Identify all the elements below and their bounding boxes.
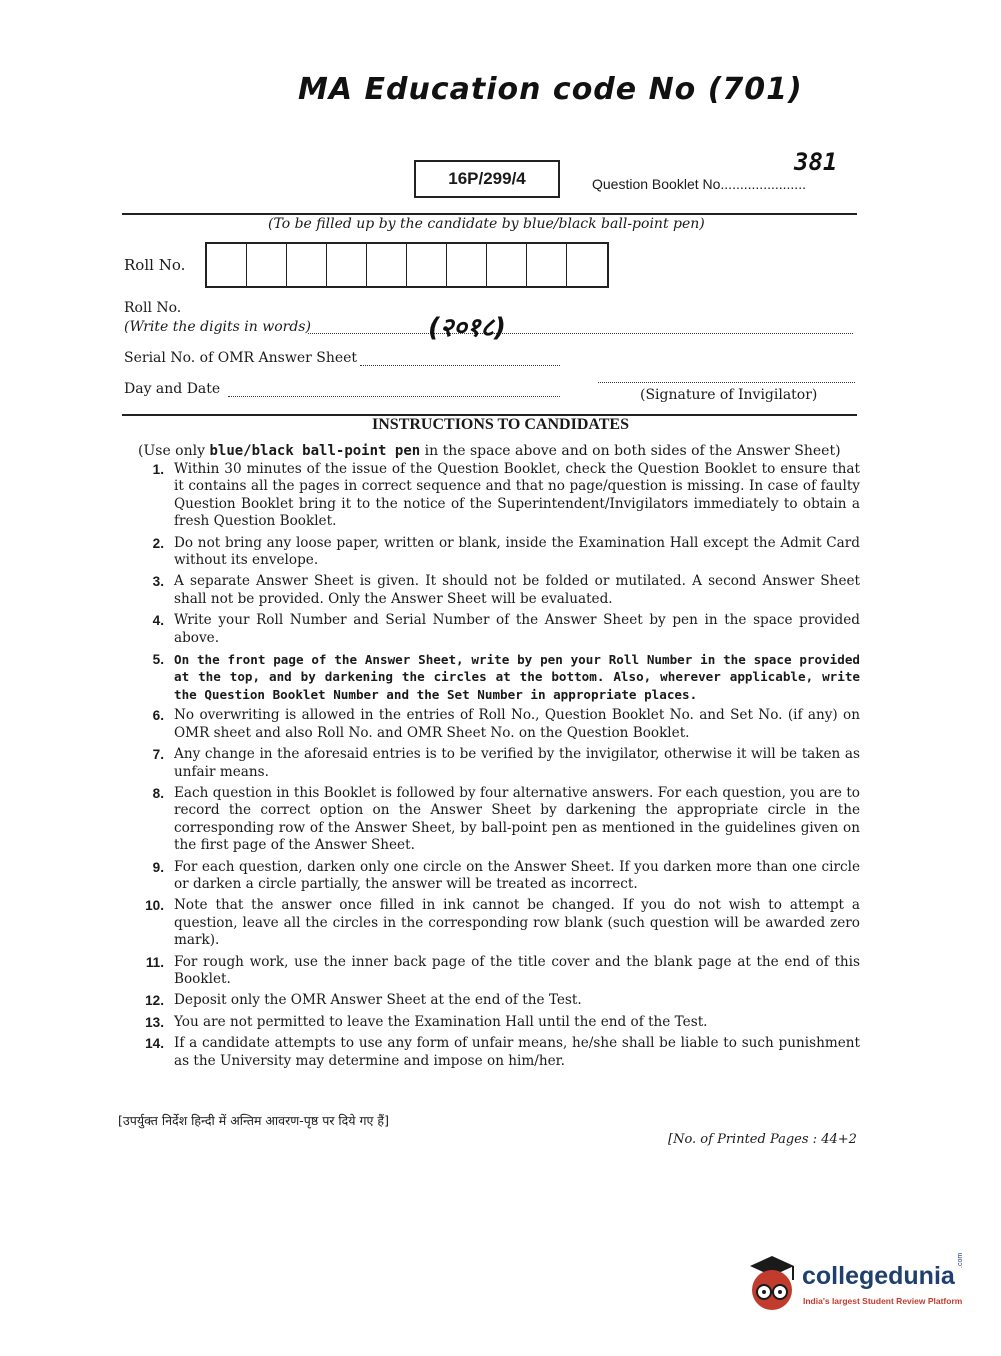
instruction-number: 13. — [145, 1014, 164, 1030]
roll-no-label: Roll No. — [124, 256, 186, 274]
instruction-text: Do not bring any loose paper, written or blank, inside the Examination Hall except the Admit Card without its envelope. — [174, 534, 860, 569]
fill-note: (To be filled up by the candidate by blue/black ball-point pen) — [268, 216, 705, 232]
instruction-item — [120, 1035, 860, 1070]
instruction-text: Within 30 minutes of the issue of the Question Booklet, check the Question Booklet to ensure that it contains all the pages in correct sequence and that no page/question is missing. In case of faulty Question Booklet bring it to the notice of the Superintendent/Invigilators immediately to obtain a fresh Question Booklet. — [174, 461, 860, 530]
instruction-number: 10. — [145, 898, 164, 914]
roll-no-cell[interactable] — [487, 244, 527, 286]
handwritten-year: (२०१८) — [428, 313, 506, 343]
logo-brand-text: collegedunia — [802, 1262, 955, 1290]
instruction-text: You are not permitted to leave the Examination Hall until the end of the Test. — [174, 1013, 708, 1030]
instruction-text: For rough work, use the inner back page of the title cover and the blank page at the end of this Booklet. — [174, 953, 860, 987]
instruction-number: 9. — [152, 859, 164, 875]
roll-no-cell[interactable] — [527, 244, 567, 286]
instruction-text: Each question in this Booklet is followed by four alternative answers. For each question, you are to record the correct option on the Answer Sheet by darkening the appropriate circle in the corresponding row of the Answer Sheet, by ball-point pen as mentioned in the guidelines given on the first page of the Answer Sheet. — [174, 784, 860, 854]
intro-prefix: (Use only — [138, 443, 210, 459]
instruction-item — [120, 651, 860, 703]
roll-no-cell[interactable] — [567, 244, 607, 286]
instruction-item — [120, 707, 860, 742]
instruction-text: Any change in the aforesaid entries is to be verified by the invigilator, otherwise it will be taken as unfair means. — [174, 746, 860, 780]
instruction-item — [120, 992, 860, 1009]
top-divider — [122, 213, 857, 215]
day-date-label: Day and Date — [124, 381, 221, 397]
instruction-text: On the front page of the Answer Sheet, write by pen your Roll Number in the space provided at the top, and by darkening the circles at the bottom. Also, wherever applicable, write the Question Booklet Number and the Set Number in appropriate places. — [174, 652, 860, 702]
question-booklet-label: Question Booklet No...................... — [592, 176, 806, 192]
instruction-text: Note that the answer once filled in ink cannot be changed. If you do not wish to attempt a question, leave all the circles in the corresponding row blank (such question will be awarded zero mark). — [174, 897, 860, 949]
signature-field[interactable] — [598, 382, 855, 383]
instruction-text: A separate Answer Sheet is given. It should not be folded or mutilated. A second Answer Sheet shall not be provided. Only the Answer Sheet will be evaluated. — [174, 573, 860, 607]
instruction-number: 3. — [152, 574, 164, 590]
roll-no-cell[interactable] — [287, 244, 327, 286]
instruction-item — [120, 612, 860, 647]
intro-suffix: in the space above and on both sides of the Answer Sheet) — [420, 443, 841, 459]
instruction-number: 11. — [145, 954, 164, 970]
instruction-number: 12. — [145, 993, 164, 1009]
day-date-field[interactable] — [228, 396, 560, 397]
paper-code-box: 16P/299/4 — [414, 160, 560, 198]
instruction-item — [120, 746, 860, 781]
roll-no-cell[interactable] — [367, 244, 407, 286]
roll-no-cell[interactable] — [247, 244, 287, 286]
roll-no-cell[interactable] — [207, 244, 247, 286]
instruction-item — [120, 897, 860, 949]
roll-no-words-field[interactable] — [308, 333, 853, 334]
handwritten-title: MA Education code No (701) — [298, 72, 803, 107]
instruction-text: Deposit only the OMR Answer Sheet at the end of the Test. — [174, 992, 582, 1009]
instruction-text: Write your Roll Number and Serial Number of the Answer Sheet by pen in the space provided above. — [174, 612, 860, 646]
roll-no-cell[interactable] — [407, 244, 447, 286]
roll-no-cell[interactable] — [447, 244, 487, 286]
booklet-number: 381 — [794, 148, 838, 176]
instruction-item — [120, 859, 860, 894]
roll-no-cell[interactable] — [327, 244, 367, 286]
printed-pages: [No. of Printed Pages : 44+2 — [668, 1132, 857, 1147]
instruction-number: 6. — [152, 708, 164, 724]
logo-tld: .com — [957, 1252, 964, 1268]
instructions-intro — [138, 443, 841, 459]
instruction-item — [120, 1014, 860, 1031]
instruction-number: 8. — [152, 785, 164, 801]
instruction-text: No overwriting is allowed in the entries of Roll No., Question Booklet No. and Set No. (if any) on OMR sheet and also Roll No. and OMR Sheet No. on the Question Booklet. — [174, 707, 860, 741]
instruction-number: 5. — [152, 652, 164, 668]
omr-serial-label: Serial No. of OMR Answer Sheet — [124, 350, 358, 366]
instruction-item — [120, 573, 860, 608]
instruction-number: 4. — [152, 613, 164, 629]
instruction-item — [120, 954, 860, 989]
logo-tagline: India's largest Student Review Platform — [803, 1296, 963, 1306]
instruction-list — [120, 461, 860, 1074]
roll-no-boxes[interactable] — [205, 242, 609, 288]
instruction-text: If a candidate attempts to use any form of unfair means, he/she shall be liable to such punishment as the University may determine and impose on him/her. — [174, 1035, 860, 1069]
hindi-note: [उपर्युक्त निर्देश हिन्दी में अन्तिम आवरण-पृष्ठ पर दिये गए हैं] — [118, 1113, 389, 1128]
instruction-number: 1. — [152, 462, 164, 477]
instructions-heading: INSTRUCTIONS TO CANDIDATES — [372, 416, 629, 433]
instruction-number: 14. — [145, 1036, 164, 1052]
omr-serial-field[interactable] — [360, 365, 560, 366]
instruction-number: 7. — [152, 747, 164, 763]
roll-no-words-label: Roll No. — [124, 300, 182, 316]
instruction-item — [120, 461, 860, 531]
roll-no-words-hint: (Write the digits in words) — [124, 319, 311, 335]
instruction-number: 2. — [152, 535, 164, 551]
instruction-item — [120, 785, 860, 855]
instruction-text: For each question, darken only one circle on the Answer Sheet. If you darken more than one circle or darken a circle partially, the answer will be treated as incorrect. — [174, 858, 860, 892]
signature-label: (Signature of Invigilator) — [640, 387, 818, 403]
instruction-item — [120, 535, 860, 570]
intro-bold: blue/black ball-point pen — [209, 443, 421, 459]
